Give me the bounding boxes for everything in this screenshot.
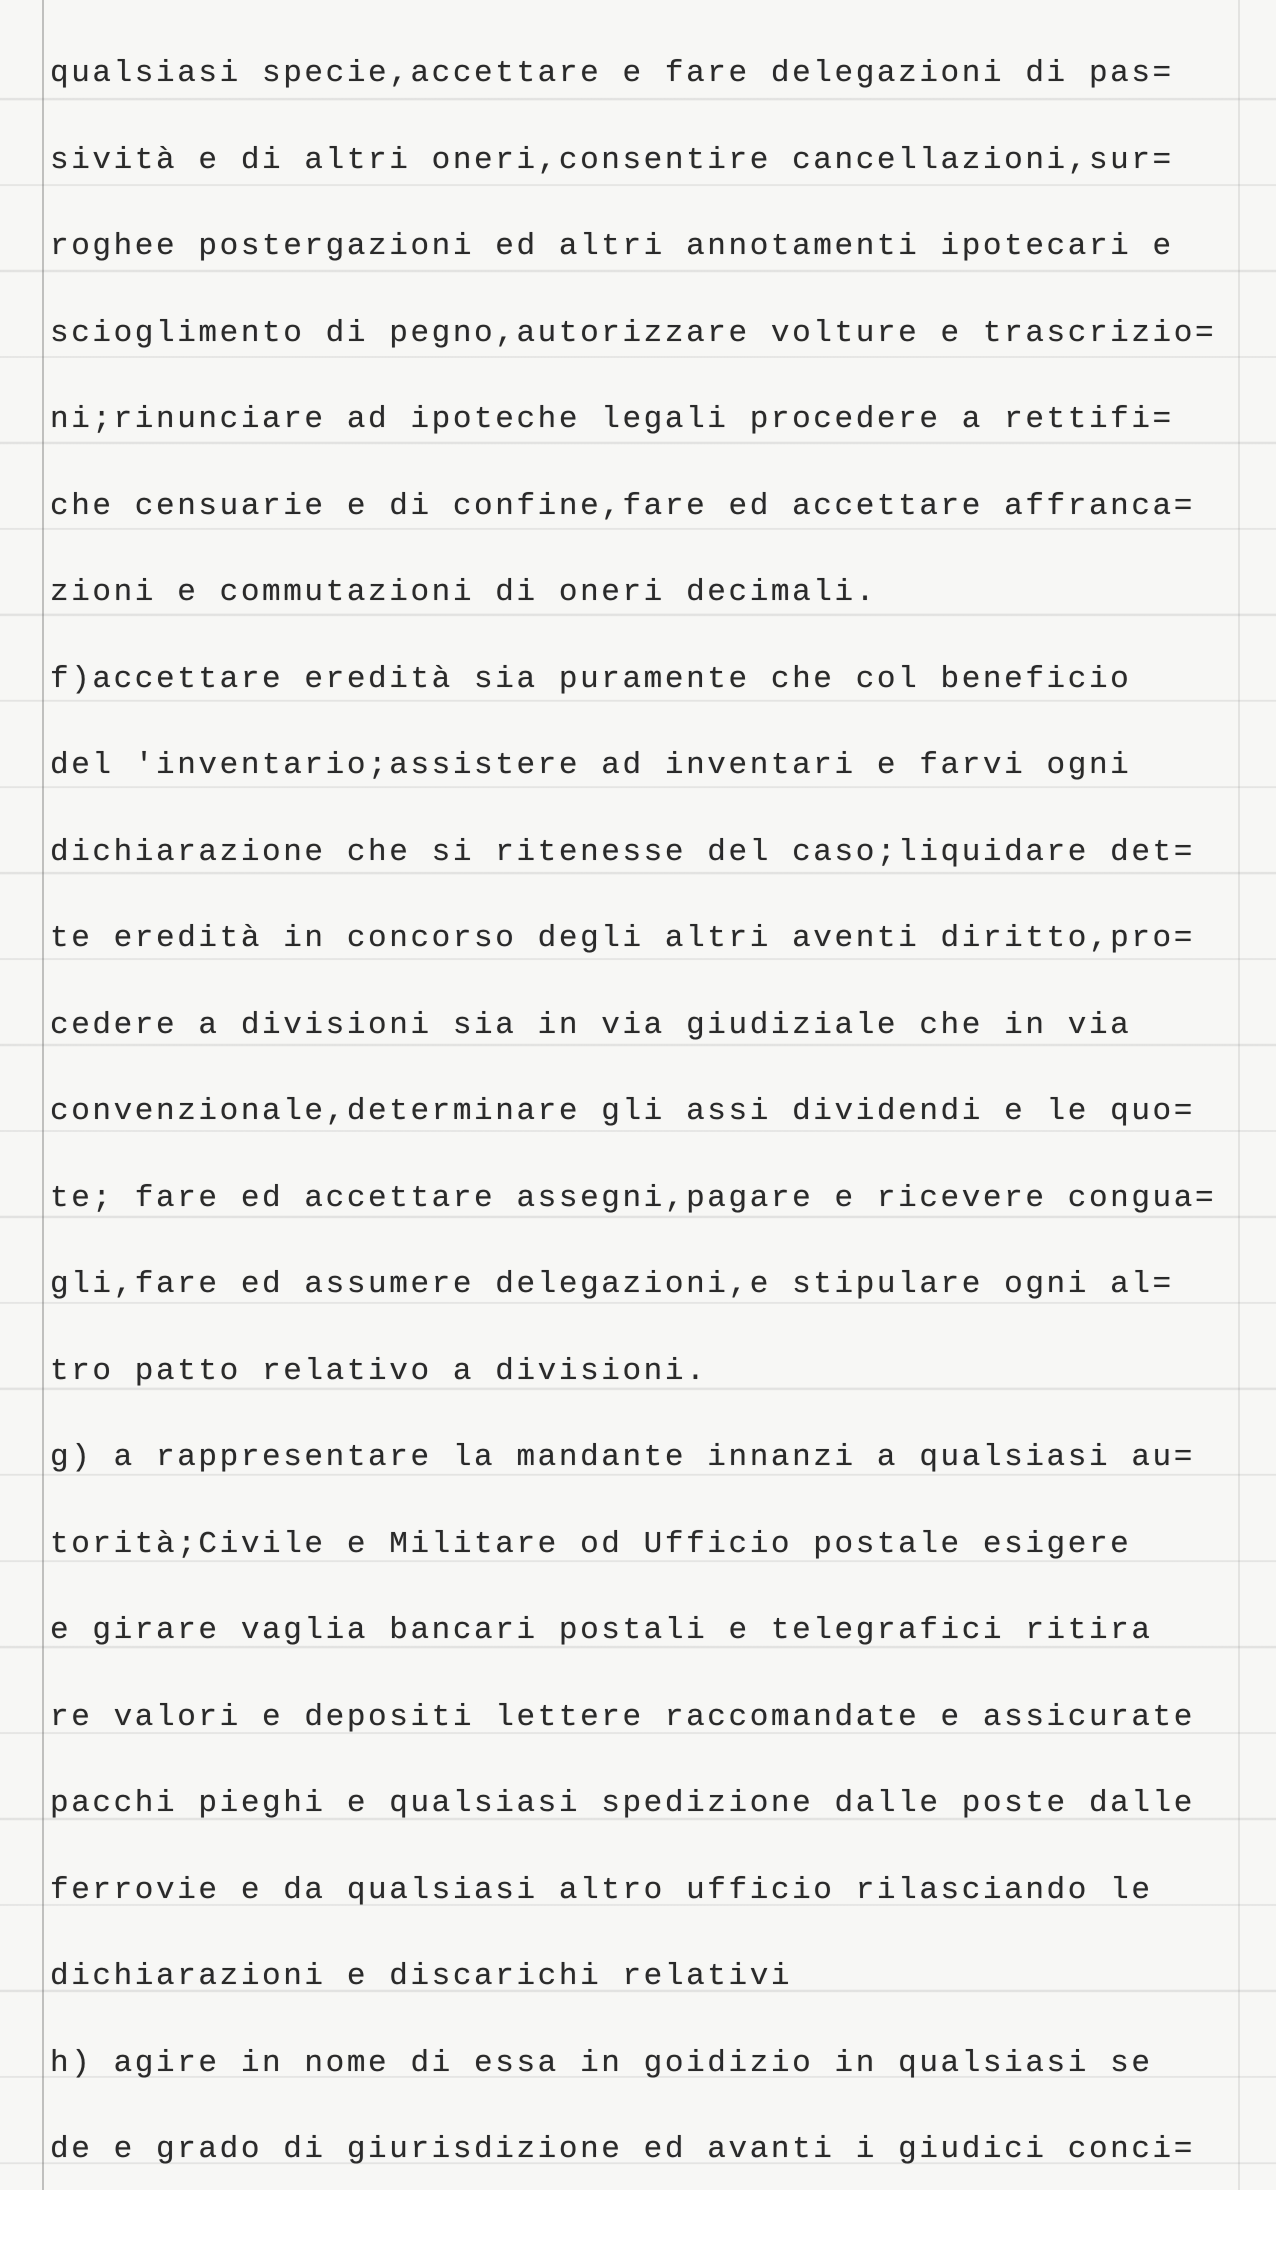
text-line-7: zioni e commutazioni di oneri decimali.: [50, 575, 877, 610]
text-line-23: dichiarazioni e discarichi relativi: [50, 1959, 793, 1994]
text-line-5: ni;rinunciare ad ipoteche legali procedere a rettifi=: [50, 402, 1174, 437]
text-line-14: te; fare ed accettare assegni,pagare e ricevere congua=: [50, 1180, 1217, 1216]
text-line-19: e girare vaglia bancari postali e telegrafici ritira: [50, 1613, 1153, 1648]
bottom-blank-margin: [0, 2190, 1276, 2268]
typewritten-text: [50, 44, 1250, 2207]
left-margin-line: [42, 0, 44, 2190]
text-line-11: te eredità in concorso degli altri aventi diritto,pro=: [50, 921, 1195, 956]
text-line-18: torità;Civile e Militare od Ufficio postale esigere: [50, 1526, 1132, 1562]
text-line-21: pacchi pieghi e qualsiasi spedizione dalle poste dalle: [50, 1786, 1195, 1821]
text-line-15: gli,fare ed assumere delegazioni,e stipulare ogni al=: [50, 1267, 1174, 1302]
text-line-25: de e grado di giurisdizione ed avanti i giudici conci=: [50, 2132, 1195, 2167]
text-line-2: sività e di altri oneri,consentire cancellazioni,sur=: [50, 142, 1174, 178]
text-line-20: re valori e depositi lettere raccomandate e assicurate: [50, 1699, 1195, 1735]
text-line-3: roghee postergazioni ed altri annotamenti ipotecari e: [50, 229, 1174, 264]
text-line-4: scioglimento di pegno,autorizzare volture e trascrizio=: [50, 315, 1217, 351]
text-line-16: tro patto relativo a divisioni.: [50, 1353, 708, 1389]
text-line-24: h) agire in nome di essa in goidizio in qualsiasi se: [50, 2045, 1153, 2081]
text-line-9: del 'inventario;assistere ad inventari e farvi ogni: [50, 748, 1132, 783]
text-line-10: dichiarazione che si ritenesse del caso;liquidare det=: [50, 834, 1195, 870]
text-line-6: che censuarie e di confine,fare ed accettare affranca=: [50, 488, 1195, 524]
text-line-17: g) a rappresentare la mandante innanzi a qualsiasi au=: [50, 1440, 1195, 1475]
text-line-12: cedere a divisioni sia in via giudiziale che in via: [50, 1007, 1132, 1043]
text-line-1: qualsiasi specie,accettare e fare delegazioni di pas=: [50, 56, 1174, 91]
text-line-13: convenzionale,determinare gli assi dividendi e le quo=: [50, 1094, 1195, 1129]
text-line-22: ferrovie e da qualsiasi altro ufficio rilasciando le: [50, 1872, 1153, 1908]
text-line-8: f)accettare eredità sia puramente che col beneficio: [50, 661, 1132, 697]
